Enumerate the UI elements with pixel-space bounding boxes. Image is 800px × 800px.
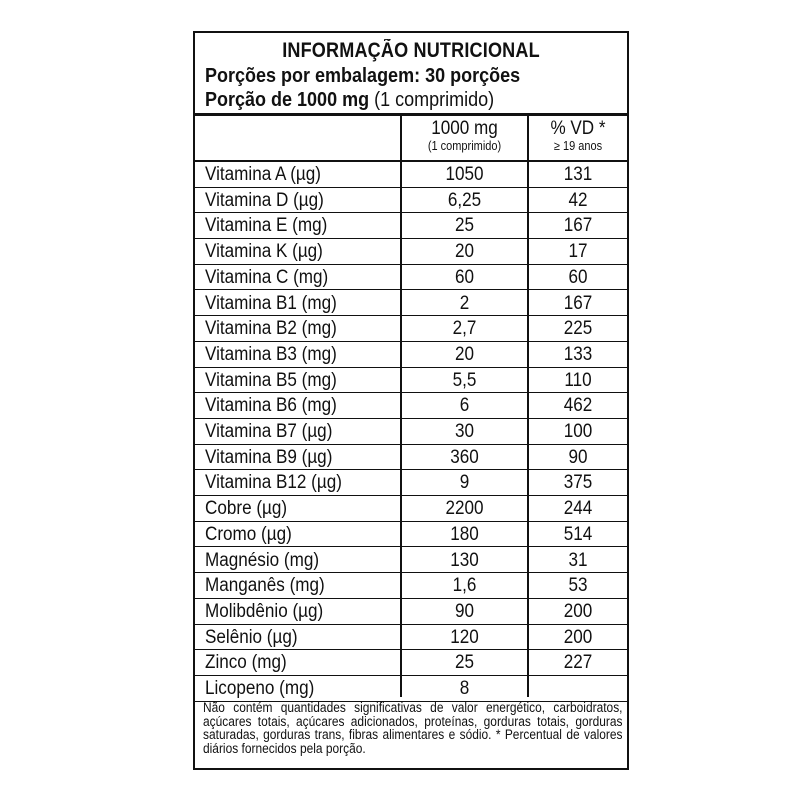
table-row [195, 445, 627, 471]
table-row [195, 650, 627, 676]
nutrient-daily-value: 31 [568, 549, 588, 571]
servings-per-package: Porções por embalagem: 30 porções [205, 65, 521, 87]
table-row [195, 265, 627, 291]
table-row [195, 548, 627, 574]
nutrient-amount: 180 [450, 523, 479, 545]
nutrient-amount: 20 [454, 241, 475, 263]
nutrient-amount: 120 [450, 626, 479, 648]
nutrient-name: Vitamina B6 (mg) [205, 395, 337, 417]
nutrient-name: Licopeno (mg) [205, 678, 315, 699]
nutrient-daily-value: 100 [563, 421, 593, 442]
table-row [195, 393, 627, 419]
nutrient-amount: 30 [454, 421, 475, 442]
nutrient-name: Vitamina B2 (mg) [205, 318, 337, 340]
nutrient-amount: 1050 [445, 164, 484, 185]
nutrient-daily-value: 133 [563, 343, 593, 365]
nutrient-name: Vitamina A (µg) [205, 164, 322, 185]
nutrient-name: Vitamina B5 (mg) [205, 369, 337, 391]
table-row [195, 368, 627, 394]
nutrient-daily-value: 375 [563, 472, 593, 494]
nutrient-daily-value: 514 [563, 523, 593, 545]
table-row [195, 291, 627, 317]
nutrient-amount: 6,25 [447, 189, 482, 211]
nutrient-name: Vitamina B9 (µg) [205, 446, 333, 468]
nutrient-amount: 2,7 [452, 318, 477, 340]
table-row [195, 676, 627, 702]
nutrient-daily-value: 167 [563, 215, 593, 237]
label-title: INFORMAÇÃO NUTRICIONAL [282, 39, 540, 62]
nutrient-daily-value: 462 [563, 395, 593, 417]
nutrient-daily-value: 200 [563, 600, 593, 622]
nutrient-amount: 90 [454, 600, 475, 622]
footnote-text: Não contém quantidades significativas de valor energético, carboidratos, açúcares totais, açúcares adicionados, proteínas, gorduras totais, gorduras saturadas, gorduras trans, fibras alimentares e sódio. * Percentual de valores diários fornecidos pela porção. [203, 700, 623, 756]
vd-header-label: % VD * [550, 118, 606, 139]
nutrient-name: Vitamina K (µg) [205, 241, 323, 263]
nutrient-daily-value: 244 [563, 498, 593, 520]
amount-header-sub: (1 comprimido) [427, 139, 502, 153]
nutrient-daily-value: 227 [563, 652, 593, 674]
nutrient-daily-value: 60 [568, 266, 588, 288]
table-row [195, 625, 627, 651]
nutrient-daily-value: 110 [564, 369, 592, 391]
nutrition-facts-label [193, 31, 629, 770]
nutrient-amount: 2200 [445, 498, 484, 520]
nutrient-daily-value: 90 [568, 446, 588, 468]
table-row [195, 470, 627, 496]
nutrient-name: Vitamina C (mg) [205, 266, 329, 288]
nutrient-name: Manganês (mg) [205, 575, 325, 597]
nutrient-name: Vitamina D (µg) [205, 189, 324, 211]
table-row [195, 599, 627, 625]
amount-column-header [402, 119, 527, 153]
table-row [195, 316, 627, 342]
nutrient-name: Vitamina B7 (µg) [205, 421, 333, 442]
nutrient-daily-value: 53 [568, 575, 588, 597]
nutrient-name: Molibdênio (µg) [205, 600, 324, 622]
nutrient-name: Vitamina B12 (µg) [205, 472, 342, 494]
thick-divider [195, 113, 627, 116]
nutrient-daily-value: 167 [563, 292, 593, 314]
nutrient-amount: 60 [454, 266, 475, 288]
nutrient-daily-value: 42 [568, 189, 588, 211]
nutrient-amount: 130 [450, 549, 479, 571]
nutrient-daily-value: 225 [563, 318, 593, 340]
footnote [203, 700, 623, 756]
vd-header-sub: ≥ 19 anos [553, 139, 603, 153]
nutrient-amount: 6 [459, 395, 470, 417]
nutrient-amount: 9 [459, 472, 470, 494]
nutrient-amount: 20 [454, 343, 475, 365]
portion-size [205, 89, 494, 112]
table-row [195, 496, 627, 522]
nutrient-amount: 25 [454, 215, 475, 237]
table-row [195, 213, 627, 239]
table-row [195, 522, 627, 548]
nutrient-name: Vitamina B1 (mg) [205, 292, 337, 314]
table-row [195, 573, 627, 599]
nutrient-amount: 2 [459, 292, 470, 314]
table-row [195, 162, 627, 188]
nutrient-name: Cobre (µg) [205, 498, 288, 520]
portion-size-bold: Porção de 1000 mg [205, 89, 370, 111]
nutrient-amount: 5,5 [452, 369, 477, 391]
nutrient-amount: 8 [459, 678, 470, 699]
table-row [195, 342, 627, 368]
nutrient-daily-value: 200 [563, 626, 593, 648]
table-row [195, 188, 627, 214]
nutrient-name: Selênio (µg) [205, 626, 298, 648]
nutrient-amount: 1,6 [452, 575, 477, 597]
nutrient-daily-value: 17 [568, 241, 588, 263]
nutrient-name: Vitamina E (mg) [205, 215, 328, 237]
table-row [195, 239, 627, 265]
vd-column-header [529, 119, 627, 153]
nutrient-name: Vitamina B3 (mg) [205, 343, 337, 365]
portion-size-detail: (1 comprimido) [369, 89, 495, 111]
nutrient-name: Magnésio (mg) [205, 549, 320, 571]
nutrient-amount: 360 [450, 446, 479, 468]
nutrient-name: Cromo (µg) [205, 523, 292, 545]
amount-header-label: 1000 mg [431, 118, 498, 139]
table-row [195, 419, 627, 445]
nutrient-amount: 25 [454, 652, 475, 674]
nutrient-daily-value: 131 [563, 164, 593, 185]
nutrient-name: Zinco (mg) [205, 652, 287, 674]
